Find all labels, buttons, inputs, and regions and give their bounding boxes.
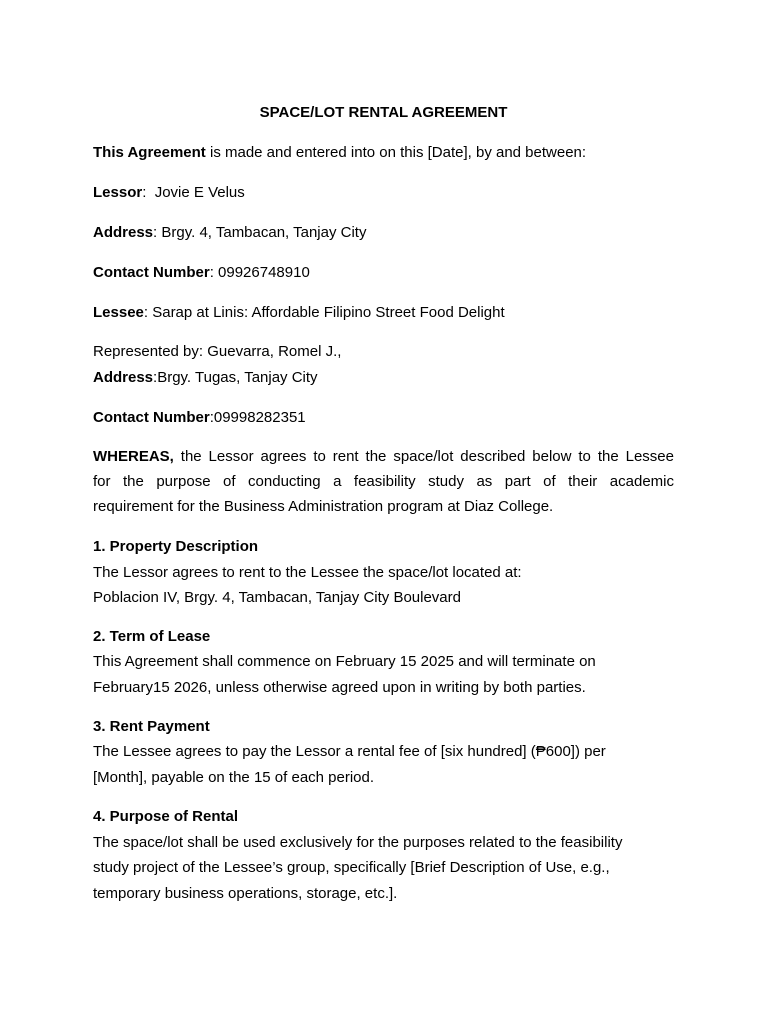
lessor-contact-value: 09926748910 bbox=[218, 264, 310, 281]
lessee-sep: : bbox=[143, 304, 153, 321]
lessee-line bbox=[93, 303, 674, 323]
section-4-line-1: The space/lot shall be used exclusively for the purposes related to the feasibility bbox=[93, 834, 623, 851]
whereas-bold: WHEREAS, bbox=[93, 448, 174, 465]
whereas-line-1 bbox=[93, 447, 674, 467]
lessee-contact-sep: : bbox=[209, 409, 214, 426]
lessee-value: Sarap at Linis: Affordable Filipino Street Food Delight bbox=[152, 304, 505, 321]
lessor-contact-line bbox=[93, 263, 674, 283]
lessee-contact-value: 09998282351 bbox=[213, 409, 306, 426]
section-4-line-2: study project of the Lessee’s group, specifically [Brief Description of Use, e.g., bbox=[93, 859, 610, 876]
intro-bold: This Agreement bbox=[93, 144, 206, 161]
lessee-contact-label: Contact Number bbox=[93, 409, 210, 426]
lessor-line bbox=[93, 183, 674, 203]
intro-paragraph bbox=[93, 143, 674, 163]
section-2-heading: 2. Term of Lease bbox=[93, 628, 211, 645]
lessee-address-value: Brgy. Tugas, Tanjay City bbox=[157, 369, 318, 386]
lessee-address-line bbox=[93, 368, 674, 388]
section-2-line-1: This Agreement shall commence on February 15 2025 and will terminate on bbox=[93, 653, 596, 670]
lessor-contact-label: Contact Number bbox=[93, 264, 210, 281]
section-4-line-3: temporary business operations, storage, etc.]. bbox=[93, 885, 398, 902]
lessee-label: Lessee bbox=[93, 304, 144, 321]
section-2-line-2: February15 2026, unless otherwise agreed upon in writing by both parties. bbox=[93, 679, 586, 696]
section-3-line-2: [Month], payable on the 15 of each period. bbox=[93, 769, 375, 786]
whereas-text-1: the Lessor agrees to rent the space/lot described below to the Lessee bbox=[173, 448, 674, 465]
document-title: SPACE/LOT RENTAL AGREEMENT bbox=[259, 104, 508, 121]
lessor-address-label: Address bbox=[93, 224, 154, 241]
lessor-address-value: Brgy. 4, Tambacan, Tanjay City bbox=[161, 224, 367, 241]
lessor-address-sep: : bbox=[153, 224, 162, 241]
lessor-label: Lessor bbox=[93, 184, 143, 201]
lessor-contact-sep: : bbox=[209, 264, 219, 281]
whereas-line-2: for the purpose of conducting a feasibility study as part of their academic bbox=[93, 473, 674, 490]
lessee-contact-line bbox=[93, 408, 674, 428]
section-3-line-1: The Lessee agrees to pay the Lessor a rental fee of [six hundred] (₱600]) per bbox=[93, 743, 606, 760]
whereas-line-3: requirement for the Business Administration program at Diaz College. bbox=[93, 498, 554, 515]
section-3-heading: 3. Rent Payment bbox=[93, 718, 210, 735]
section-4-heading: 4. Purpose of Rental bbox=[93, 808, 239, 825]
lessor-address-line bbox=[93, 223, 674, 243]
lessor-sep: : bbox=[142, 184, 155, 201]
lessee-address-label: Address bbox=[93, 369, 154, 386]
intro-text: is made and entered into on this [Date], by and between: bbox=[205, 144, 587, 161]
section-1-heading: 1. Property Description bbox=[93, 538, 259, 555]
lessee-represented-line: Represented by: Guevarra, Romel J., bbox=[93, 343, 342, 360]
lessor-value: Jovie E Velus bbox=[154, 184, 245, 201]
lessee-address-sep: : bbox=[153, 369, 158, 386]
section-1-line-2: Poblacion IV, Brgy. 4, Tambacan, Tanjay City Boulevard bbox=[93, 589, 461, 606]
section-1-line-1: The Lessor agrees to rent to the Lessee the space/lot located at: bbox=[93, 564, 522, 581]
